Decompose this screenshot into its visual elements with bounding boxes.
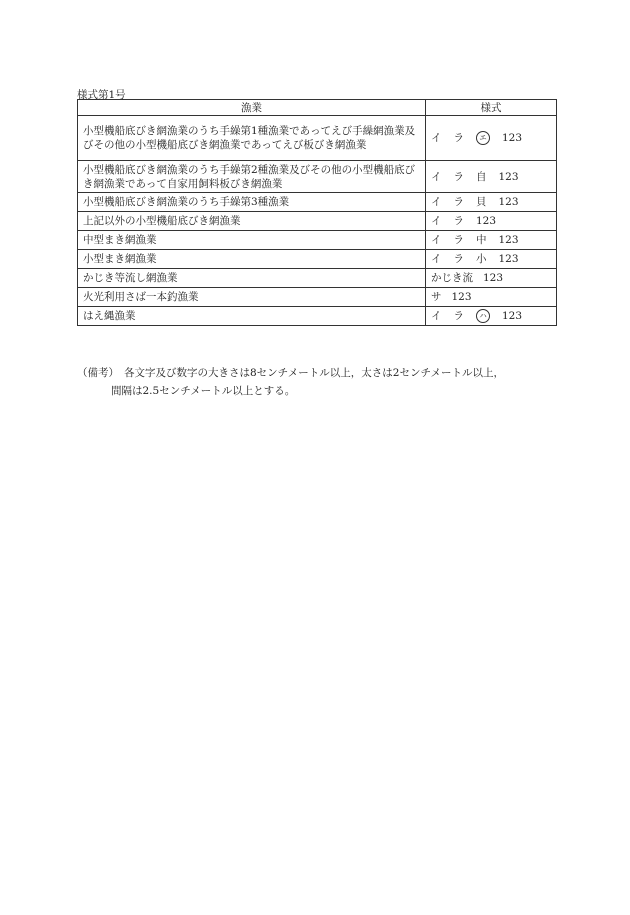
style-part: イ bbox=[431, 253, 442, 265]
fishery-cell: 小型機船底びき網漁業のうち手繰第3種漁業 bbox=[78, 193, 426, 212]
style-part: ラ bbox=[453, 234, 464, 246]
style-cell bbox=[426, 231, 557, 250]
style-number: 123 bbox=[476, 215, 497, 227]
style-number: 123 bbox=[451, 291, 472, 303]
style-part: ラ bbox=[453, 310, 464, 322]
style-part: イ bbox=[431, 196, 442, 208]
style-part: イ bbox=[431, 215, 442, 227]
table-row bbox=[78, 250, 557, 269]
table-header-row bbox=[78, 100, 557, 116]
fishery-cell: 上記以外の小型機船底びき網漁業 bbox=[78, 212, 426, 231]
table-row bbox=[78, 161, 557, 193]
style-part: イ bbox=[431, 310, 442, 322]
fishery-cell: かじき等流し網漁業 bbox=[78, 269, 426, 288]
style-part: かじき流 bbox=[431, 272, 473, 284]
table-row bbox=[78, 307, 557, 326]
remarks-line-1: 各文字及び数字の大きさは8センチメートル以上，太さは2センチメートル以上， bbox=[124, 367, 505, 379]
header-fishery: 漁業 bbox=[78, 100, 426, 116]
style-number: 123 bbox=[498, 196, 519, 208]
style-part: 自 bbox=[476, 170, 487, 183]
style-part: 小 bbox=[476, 253, 487, 265]
style-part: ラ bbox=[453, 132, 464, 144]
form-number: 様式第1号 bbox=[77, 89, 126, 101]
header-style: 様式 bbox=[426, 100, 557, 116]
style-cell bbox=[426, 307, 557, 326]
fishery-cell: 中型まき網漁業 bbox=[78, 231, 426, 250]
style-number: 123 bbox=[498, 253, 519, 265]
style-part: ラ bbox=[453, 215, 464, 227]
style-part: イ bbox=[431, 234, 442, 246]
style-part: サ bbox=[431, 291, 442, 303]
style-number: 123 bbox=[502, 132, 523, 144]
remarks-line-2: 間隔は2.5センチメートル以上とする。 bbox=[111, 385, 296, 397]
circled-mark: ハ bbox=[476, 309, 490, 323]
style-cell bbox=[426, 250, 557, 269]
style-number: 123 bbox=[498, 234, 519, 246]
style-number: 123 bbox=[498, 170, 519, 183]
fishery-cell: 小型機船底びき網漁業のうち手繰第1種漁業であってえび手繰網漁業及びその他の小型機船底びき網漁業であってえび板びき網漁業 bbox=[78, 116, 426, 161]
style-part: 中 bbox=[476, 234, 487, 246]
style-cell bbox=[426, 212, 557, 231]
style-part: ラ bbox=[453, 196, 464, 208]
style-cell bbox=[426, 193, 557, 212]
table-row bbox=[78, 193, 557, 212]
remarks-label: （備考） bbox=[77, 367, 119, 379]
table-row bbox=[78, 116, 557, 161]
style-part: 貝 bbox=[476, 196, 487, 208]
fishery-cell: 火光利用さば一本釣漁業 bbox=[78, 288, 426, 307]
fishery-cell: 小型機船底びき網漁業のうち手繰第2種漁業及びその他の小型機船底びき網漁業であって自家用飼料板びき網漁業 bbox=[78, 161, 426, 193]
style-number: 123 bbox=[483, 272, 504, 284]
table-row bbox=[78, 231, 557, 250]
fishery-cell: 小型まき網漁業 bbox=[78, 250, 426, 269]
fishery-marking-table bbox=[77, 99, 557, 326]
style-part: ラ bbox=[453, 253, 464, 265]
style-number: 123 bbox=[502, 310, 523, 322]
style-cell bbox=[426, 161, 557, 193]
fishery-cell: はえ縄漁業 bbox=[78, 307, 426, 326]
style-cell bbox=[426, 269, 557, 288]
style-part: イ bbox=[431, 170, 442, 183]
style-part: イ bbox=[431, 132, 442, 144]
style-cell bbox=[426, 288, 557, 307]
table-row bbox=[78, 288, 557, 307]
table-row bbox=[78, 212, 557, 231]
table-row bbox=[78, 269, 557, 288]
style-cell bbox=[426, 116, 557, 161]
circled-mark: エ bbox=[476, 131, 490, 145]
style-part: ラ bbox=[453, 170, 464, 183]
